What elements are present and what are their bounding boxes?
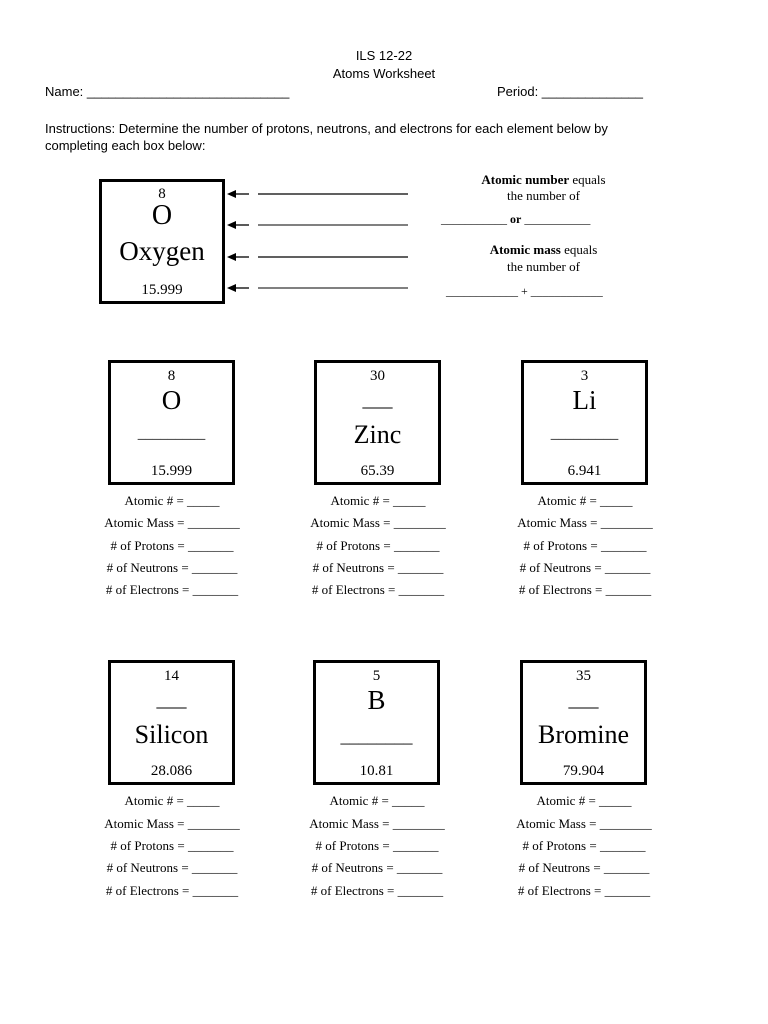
element-name-blank: ________ (340, 726, 413, 746)
atomic-number: 8 (167, 368, 176, 384)
q-atomic-number: Atomic # = _____ (124, 793, 220, 808)
q-atomic-number: Atomic # = _____ (330, 493, 426, 508)
instructions-line-1: Instructions: Determine the number of protons, neutrons, and electrons for each element below by (45, 121, 608, 136)
q-atomic-mass: Atomic Mass = ________ (104, 515, 240, 530)
atomic-number: 14 (164, 668, 179, 684)
arrow-number (227, 189, 409, 199)
equals-text-2: equals (560, 242, 598, 257)
atomic-number-explainer (440, 172, 647, 188)
example-symbol: O (151, 200, 173, 231)
element-box-lithium (521, 360, 648, 485)
q-protons: # of Protons = _______ (523, 538, 647, 553)
atomic-number: 3 (580, 368, 589, 384)
q-neutrons: # of Neutrons = _______ (312, 560, 444, 575)
element-symbol-blank: ___ (568, 689, 599, 711)
element-name-blank: _________ (137, 426, 206, 442)
number-of-text: the number of (507, 188, 580, 203)
element-box-bromine (520, 660, 647, 785)
blank-left: ___________ (441, 212, 507, 226)
element-symbol: B (367, 685, 386, 715)
q-neutrons: # of Neutrons = _______ (311, 860, 443, 875)
atomic-number: 35 (576, 668, 591, 684)
blank-right: ___________ (524, 212, 591, 226)
atomic-mass-explainer (440, 242, 647, 258)
element-box-boron (313, 660, 440, 785)
q-electrons: # of Electrons = _______ (310, 883, 444, 898)
atomic-mass: 10.81 (359, 763, 394, 779)
blank-right-2: ____________ (530, 284, 603, 298)
element-name: Zinc (353, 420, 402, 449)
element-name: Silicon (134, 720, 209, 749)
q-neutrons: # of Neutrons = _______ (518, 860, 650, 875)
example-mass: 15.999 (141, 282, 183, 298)
atomic-mass: 6.941 (567, 463, 602, 479)
atomic-number: 30 (370, 368, 385, 384)
blank-left-2: ____________ (446, 284, 518, 298)
q-atomic-mass: Atomic Mass = ________ (309, 816, 445, 831)
plus-word: + (521, 284, 528, 298)
q-electrons: # of Electrons = _______ (311, 582, 445, 597)
instructions-line-2: completing each box below: (45, 138, 206, 153)
equals-text: equals (569, 172, 606, 187)
q-electrons: # of Electrons = _______ (105, 883, 239, 898)
q-electrons: # of Electrons = _______ (518, 582, 652, 597)
element-symbol-blank: ___ (362, 389, 393, 411)
atomic-number-term: Atomic number (481, 172, 570, 187)
element-name-blank: _________ (550, 426, 619, 442)
q-neutrons: # of Neutrons = _______ (519, 560, 651, 575)
q-atomic-number: Atomic # = _____ (536, 793, 632, 808)
name-field: Name: ____________________________ (45, 84, 290, 99)
element-box-silicon (108, 660, 235, 785)
q-protons: # of Protons = _______ (522, 838, 646, 853)
worksheet-title: Atoms Worksheet (332, 66, 436, 81)
q-atomic-mass: Atomic Mass = ________ (310, 515, 446, 530)
q-atomic-number: Atomic # = _____ (537, 493, 633, 508)
q-atomic-mass: Atomic Mass = ________ (517, 515, 653, 530)
example-element-box (99, 179, 225, 304)
course-code: ILS 12-22 (355, 48, 413, 63)
arrow-symbol (227, 220, 409, 230)
element-symbol-blank: ___ (156, 689, 187, 711)
arrow-name (227, 252, 409, 262)
element-symbol: Li (572, 385, 597, 415)
period-field: Period: ______________ (497, 84, 644, 99)
example-atomic-number: 8 (158, 186, 166, 202)
element-box-zinc (314, 360, 441, 485)
atomic-mass: 65.39 (360, 463, 395, 479)
q-atomic-number: Atomic # = _____ (329, 793, 425, 808)
atomic-mass: 15.999 (150, 463, 193, 479)
q-neutrons: # of Neutrons = _______ (106, 860, 238, 875)
q-atomic-mass: Atomic Mass = ________ (104, 816, 240, 831)
q-neutrons: # of Neutrons = _______ (106, 560, 238, 575)
number-of-text-2: the number of (507, 259, 580, 274)
q-atomic-number: Atomic # = _____ (124, 493, 220, 508)
q-protons: # of Protons = _______ (110, 538, 234, 553)
atomic-mass: 79.904 (562, 763, 605, 779)
atomic-number: 5 (372, 668, 381, 684)
protons-plus-neutrons-blank (446, 284, 603, 299)
element-name: Bromine (538, 720, 629, 749)
protons-or-electrons-blank (441, 212, 590, 227)
or-word: or (510, 212, 522, 226)
q-protons: # of Protons = _______ (316, 538, 440, 553)
q-protons: # of Protons = _______ (315, 838, 439, 853)
q-electrons: # of Electrons = _______ (517, 883, 651, 898)
q-atomic-mass: Atomic Mass = ________ (516, 816, 652, 831)
q-electrons: # of Electrons = _______ (105, 582, 239, 597)
q-protons: # of Protons = _______ (110, 838, 234, 853)
example-name: Oxygen (119, 236, 205, 266)
element-box-oxygen (108, 360, 235, 485)
element-symbol: O (161, 385, 182, 415)
arrow-mass (227, 283, 409, 293)
atomic-mass: 28.086 (150, 763, 193, 779)
atomic-mass-term: Atomic mass (489, 242, 561, 257)
